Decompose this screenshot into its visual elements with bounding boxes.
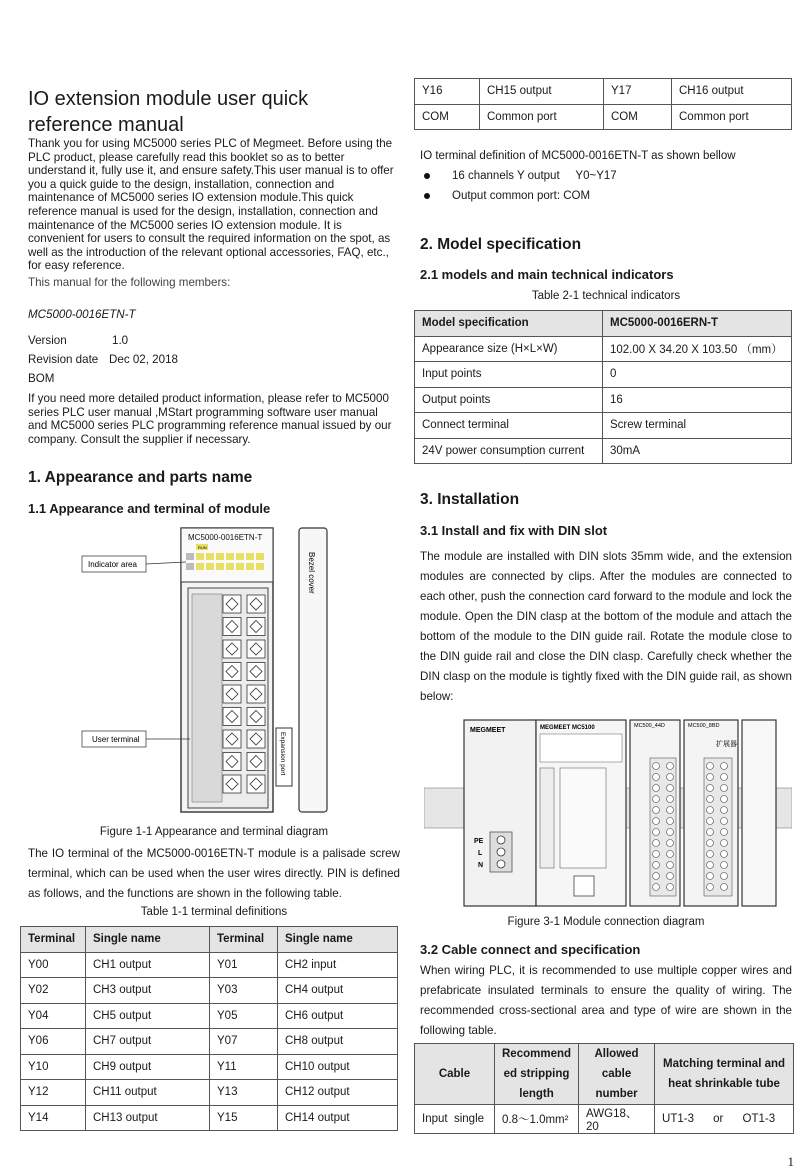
table-cell: Y11 [210,1054,278,1080]
header-cell: MC5000-0016ERN-T [603,311,792,337]
table-header-row [21,927,398,953]
module-screw [721,829,728,836]
table-cell: CH12 output [278,1080,398,1106]
n-label: N [478,862,484,869]
version-label: Version [28,334,67,347]
cpu-label: MEGMEET MC5100 [540,725,595,731]
module-2-label: MC500_8BD [688,723,720,729]
revision-label: Revision date [28,353,99,366]
module-screw [653,818,660,825]
module-screw [667,807,674,814]
installation-paragraph: The module are installed with DIN slots 35mm wide, and the extension modules are connected by clips. After the modules are connected to each other, push the connection card forward to the module and lock the module. Open the DIN clasp at the bottom of the module and attach the bottom of the module to the DIN guide rail. Rotate the module close to the DIN guide rail and close the DIN clasp. Carefully check whether the DIN clasp on the module is tightly fixed with the DIN guide rail, as shown below: [420,550,792,703]
table-cell: CH1 output [86,952,210,978]
module-screw [707,818,714,825]
more-info-paragraph: If you need more detailed product information, please refer to MC5000 series PLC user manual ,MStart programming software user manual and MC5000 series PLC programming reference manual issued by our company. Consult the supplier if necessary. [28,392,392,446]
module-screw [653,774,660,781]
table-cell: CH11 output [86,1080,210,1106]
io-terminal-paragraph: The IO terminal of the MC5000-0016ETN-T module is a palisade screw terminal, which can be used when the user wires directly. PIN is defined as follows, and the functions are shown in the following table. [28,847,400,900]
table-cell: Y10 [21,1054,86,1080]
module-screw [721,840,728,847]
table-cell: CH4 output [278,978,398,1004]
expansion-port-label: Expansion port [279,732,286,776]
module-screw [721,807,728,814]
header-cell: Cable [415,1044,495,1105]
header-cell: Matching terminal and heat shrinkable tube [655,1044,794,1105]
members-label: This manual for the following members: [28,276,231,289]
table-cell: Common port [480,104,604,130]
table-row [415,1105,794,1134]
table-row [21,1105,398,1131]
module-screw [653,796,660,803]
title-line-2: reference manual [28,114,184,136]
module-screw [721,763,728,770]
table-cell: Y05 [210,1003,278,1029]
module-screw [653,807,660,814]
terminal-definitions-table [20,926,398,1131]
intro-paragraph: Thank you for using MC5000 series PLC of Megmeet. Before using the PLC product, please carefully read this booklet so as to better understand it, fully use it, and ensure safety.This user manual is to offer you a quick guide to the design, installation, connection and maintenance of MC5000 series IO extension module.This quick reference manual is used for the design, installation, connection and maintenance of the MC5000 series IO extension module. It is convenient for users to consult the required information on the spot, as well as the introduction of the relevant optional accessories, FAQ, etc., for easy reference. [28,137,394,273]
table-cell: Y17 [604,79,672,105]
bezel-cover-label: Bezel cover [307,552,316,594]
section-3-heading: 3. Installation [420,491,520,508]
module-screw [707,840,714,847]
module-screw [667,785,674,792]
module-1-label: MC500_44D [634,723,665,729]
module-screw [653,763,660,770]
module-screw [667,796,674,803]
module-screw [721,873,728,880]
table-cell: Input points [415,362,603,388]
module-screw [667,862,674,869]
module-screw [653,884,660,891]
table-cell: Y07 [210,1029,278,1055]
table-cell: CH9 output [86,1054,210,1080]
table-cell: Y04 [21,1003,86,1029]
module-screw [653,873,660,880]
revision-value: Dec 02, 2018 [109,353,178,366]
section-2-heading: 2. Model specification [420,236,582,253]
table-cell: Y00 [21,952,86,978]
header-cell: Allowed cable number [579,1044,655,1105]
table-cell: Y15 [210,1105,278,1131]
table-cell: AWG18、20 [579,1105,655,1134]
table-cell: 102.00 X 34.20 X 103.50 （mm） [603,336,792,362]
table-cell: CH2 input [278,952,398,978]
table-1-1-caption: Table 1-1 terminal definitions [140,906,288,918]
module-screw [667,884,674,891]
table-cell: CH6 output [278,1003,398,1029]
module-connection-figure [424,716,792,910]
indicator-area-label: Indicator area [88,560,137,569]
run-label: RUN [198,545,207,550]
table-2-1-caption: Table 2-1 technical indicators [531,290,681,302]
header-cell: Recommend ed stripping length [495,1044,579,1105]
table-cell: Y16 [415,79,480,105]
module-screw [667,840,674,847]
module-screw [667,851,674,858]
module-screw [667,873,674,880]
table-cell: Y06 [21,1029,86,1055]
module-screw [707,873,714,880]
module-screw [707,785,714,792]
module-label: MC5000-0016ETN-T [188,533,263,542]
table-cell: UT1-3 or OT1-3 [655,1105,794,1134]
bullet-item: 16 channels Y output Y0~Y17 [452,170,617,182]
table-cell: Y01 [210,952,278,978]
bullet-item: Output common port: COM [452,190,591,202]
table-cell: CH16 output [672,79,792,105]
table-row [415,438,792,464]
module-screw [721,796,728,803]
module-screw [707,851,714,858]
table-row [21,1054,398,1080]
module-screw [721,818,728,825]
header-cell: Terminal [210,927,278,953]
table-cell: 0.8～1.0mm² [495,1105,579,1134]
module-screw [721,774,728,781]
module-screw [721,785,728,792]
section-1-heading: 1. Appearance and parts name [28,469,253,486]
section-1-1-heading: 1.1 Appearance and terminal of module [28,501,271,516]
module-screw [707,763,714,770]
table-cell: CH7 output [86,1029,210,1055]
section-2-1-heading: 2.1 models and main technical indicators [420,267,674,282]
table-cell: 30mA [603,438,792,464]
title-line-1: IO extension module user quick [28,88,309,110]
table-row [21,1029,398,1055]
table-cell: 0 [603,362,792,388]
module-screw [653,785,660,792]
page-number: 1 [787,1154,794,1168]
pe-label: PE [474,838,484,845]
module-screw [707,862,714,869]
table-row [21,1080,398,1106]
table-cell: CH14 output [278,1105,398,1131]
table-cell: Y13 [210,1080,278,1106]
header-cell: Single name [278,927,398,953]
table-cell: CH13 output [86,1105,210,1131]
module-screw [653,862,660,869]
header-cell: Model specification [415,311,603,337]
module-screw [667,774,674,781]
module-screw [653,851,660,858]
figure-3-1-caption: Figure 3-1 Module connection diagram [507,916,705,928]
wiring-paragraph: When wiring PLC, it is recommended to use multiple copper wires and prefabricate insulated terminals to ensure the quality of wiring. The recommended cross-sectional area and type of wire are shown in the following table. [420,964,792,1037]
table-row [415,413,792,439]
module-screw [707,796,714,803]
table-row [415,362,792,388]
module-screw [721,862,728,869]
module-screw [721,884,728,891]
figure-1-1-caption: Figure 1-1 Appearance and terminal diagram [99,826,329,838]
document-meta [28,331,400,388]
table-cell: 24V power consumption current [415,438,603,464]
table-row [21,952,398,978]
module-screw [667,818,674,825]
table-cell: Appearance size (H×L×W) [415,336,603,362]
document-title [28,86,400,138]
table-cell: Common port [672,104,792,130]
table-cell: Output points [415,387,603,413]
table-row [415,104,792,130]
table-cell: CH15 output [480,79,604,105]
table-cell: CH5 output [86,1003,210,1029]
expander-label: 扩展器 [716,740,737,748]
table-row [415,79,792,105]
table-row [21,1003,398,1029]
module-screw [653,840,660,847]
module-screw [707,774,714,781]
table-cell: Connect terminal [415,413,603,439]
table-cell: CH3 output [86,978,210,1004]
technical-indicators-table [414,310,792,464]
table-cell: CH8 output [278,1029,398,1055]
l-label: L [478,850,483,857]
module-screw [667,829,674,836]
table-cell: Screw terminal [603,413,792,439]
io-definition-text: IO terminal definition of MC5000-0016ETN-T as shown bellow [420,150,736,162]
table-cell: Input single [415,1105,495,1134]
user-terminal-label: User terminal [92,735,140,744]
header-cell: Terminal [21,927,86,953]
module-screw [707,829,714,836]
brand-label: MEGMEET [470,727,506,734]
module-screw [707,884,714,891]
terminal-definitions-table-continued [414,78,792,130]
header-cell: Single name [86,927,210,953]
cable-specification-table [414,1043,794,1134]
table-row [21,978,398,1004]
io-definition-bullets [420,166,792,206]
table-header-row [415,311,792,337]
section-3-1-heading: 3.1 Install and fix with DIN slot [420,523,608,538]
module-screw [721,851,728,858]
module-screw [707,807,714,814]
table-cell: Y14 [21,1105,86,1131]
module-screw [653,829,660,836]
bom-label: BOM [28,372,55,385]
table-cell: Y02 [21,978,86,1004]
module-screw [667,763,674,770]
model-name: MC5000-0016ETN-T [28,308,136,321]
table-header-row [415,1044,794,1105]
table-cell: COM [604,104,672,130]
version-value: 1.0 [112,334,129,347]
table-row [415,387,792,413]
table-cell: COM [415,104,480,130]
table-cell: Y03 [210,978,278,1004]
module-appearance-figure [78,524,338,816]
section-3-2-heading: 3.2 Cable connect and specification [420,942,641,957]
table-cell: Y12 [21,1080,86,1106]
table-cell: CH10 output [278,1054,398,1080]
table-row [415,336,792,362]
table-cell: 16 [603,387,792,413]
